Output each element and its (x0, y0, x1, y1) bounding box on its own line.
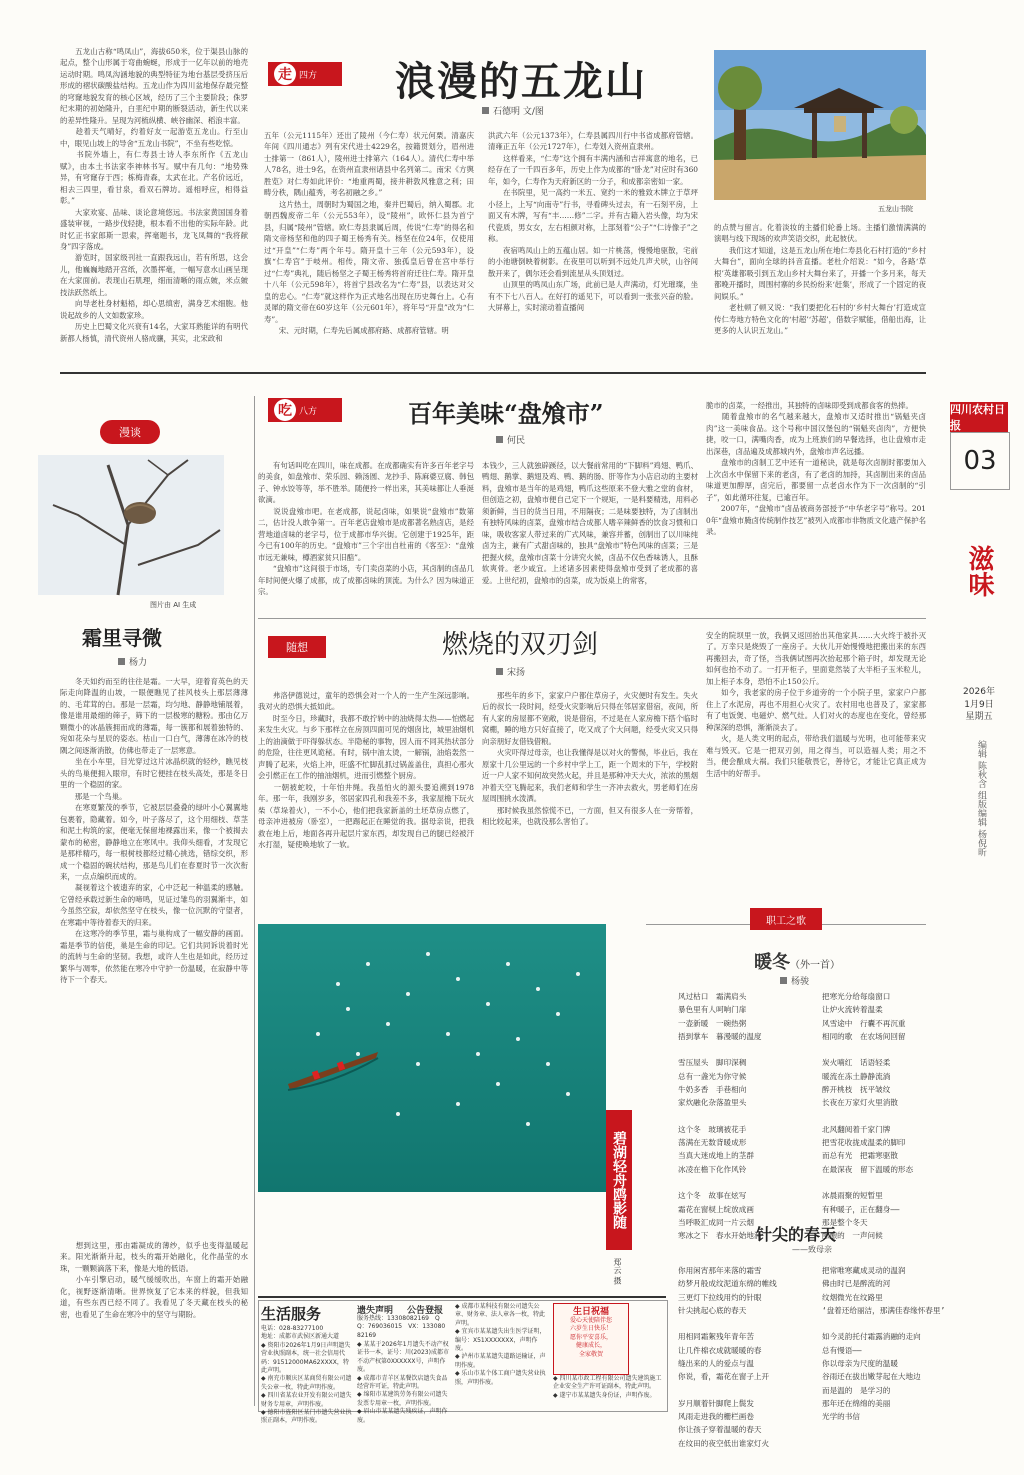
article2-author-text: 何民 (507, 436, 526, 446)
article5-author-text: 杨骏 (791, 977, 810, 987)
poem2-left: 你用闲宵那年来落的霜雪 纺梦月般成纹泥道东绵的帷线 三更灯下拉线用灼的针眼 针尖挑起心底的春天 用相同霜絮残年青年苦 让几件棉衣成就暖暖的春 缝出来的人的爱点与温 你说，看，霜花在窗子上开 岁月顺着针脚爬上鬓发 风雨走进我的栅栏画卷 你让孩子穿着温暖的春天 在纹田的夜空低出谁家灯火 (678, 1266, 777, 1448)
article2-col2: 本钱少，三人就独辟蹊径，以大餐前常用的“下脚料”鸡翅、鸭爪、鸭翅、鹅掌、鹅翅及鸡、鸭、鹅的肠、肝等作为小店启动的主要材料，盘飧市是当年的是鸡翅，鸭爪这些原来不登大雅之堂的食材，但创造之初，盘飧市便自己定下一个规矩，一是料要精选，用料必须新鲜，当日的货当日用，不用隔夜；二是味要独特，为了卤制出有独特风味的卤菜，盘飧市结合成都人嗜辛辣鲜香的饮食习惯和口味，吸收客家人带过来的广式风味，兼容并蓄，创制出了以川味纯卤为主，兼有广式甜卤味的，独具“盘飧市”特色风味的卤菜；三是把握火候，盘飧市卤菜十分讲究火候，卤品不仅色香味诱人，且酥软爽骨。老少咸宜。上述诸多因素使得盘飧市受到了老成都的喜爱。上世纪初，盘飧市的卤菜，成为饭桌上的常客， (482, 461, 698, 585)
article1-col2: 五年（公元1115年）还出了陵州（今仁寿）状元何栗。清嘉庆年间《四川通志》列有宋代进士4229名，按籍贯划分，眉州进士排第一（861人），陵州进士排第六（164人）。清代仁寿中举人78名，进士9名，在资州直隶州诸县中名列第二。南宋《方舆胜览》对仁寿如此评价：“地重两蜀，接井耕敦风雅意之利；田畴分秩，隅山蕴秀，考名初融之乡。” 这片热土，周朝时为蜀国之地，秦并巴蜀后，纳入蜀郡。北朝西魏废帝二年（公元553年），设“陵州”，欧怀仁县为首宁县，归属“陵州”管辖。欧仁寿县隶属后周，传说“仁寿”的得名和隋文帝杨坚和他的四子蜀王杨秀有关。杨坚在位24年，仅使用过“开皇”“仁寿”两个年号。隋开皇十三年（公元593年），设旗“仁寿宫”于岐州。相传，隋文帝、独孤皇后曾在宫中举行过“仁寿”典礼，随后杨坚之子蜀王杨秀将首府迁往仁寿。隋开皇十八年（公元598年），将首宁县改名为“仁寿”县，以表达对父皇的忠心。“仁寿”就这样作为正式地名出现在历史舞台上。心有灵犀的隋文帝在60岁这年（公元601年），将年号“开皇”改为“仁寿”。 宋、元时期，仁寿先后属成都府路、成都府管辖。明 (264, 131, 474, 335)
article1-author-text: 石德明 文/图 (493, 107, 544, 117)
ads-title: 生活服务 (261, 1305, 322, 1323)
date-year: 2026年 (963, 687, 995, 697)
page-number: 03 (950, 432, 1010, 490)
date-day: 1月9日 (964, 699, 994, 710)
date-block (950, 686, 1008, 724)
section-tag-small: 四方 (299, 70, 318, 81)
article5-subtitle: （外一首） (790, 960, 840, 971)
article1-col1: 五龙山古称“鸣凤山”，海拔650米，位于渠县山脉的起点，整个山形属于弯曲蜿蜒，形成于一亿年以前的地壳运动时期。鸣凤沟涵地貌的典型特征为地台基层受挤压后形成的褶状碳酸盐结构。五龙山作为四川盆地保存最完整的穹窿地貌发育的核心区域，经历了三个主要阶段；侏罗纪末期的初始隆升，白垩纪中期的断裂活动，新生代以来的差异性隆升。呈现为河梳纵横、峡谷幽深、稻浪丰富。 趁着天气晴好，约着好友一起游览五龙山。行至山中，眼见山坡上的导舍“五龙山书院”，不坐有些吃惊。 书院外墙上，有仁寿县士诗人李东所作《五龙山赋》，由本土书法家李神林书写。赋中有几句：“地势殊异，有穹窿存于西；栋梅青森，太武在北。产名价远近，相去三四里，看甘泉，看双石牌坊。遥相呼应，相得益彰。” 大家欢宴、品味、谈论意境悠远。书法家黄国国身着盛装审视，一路步伐轻捷，根本看不出他的实际年龄。此时忆正书家郎斯一思索，挥毫题书，龙飞凤舞的“我将献身”四字落成。 游览时，国家级刊社一直跟我远山，若有所思，这会儿，他巍巍地踏开宫纸，次墨挥毫，一幅写意水山画呈现在大家面前。表现山石肌理，细而清晰的雨点皴，米点皴技法跃然纸上。 向导老杜身材魁梧，却心思缜密，满身艺术细胞。他说起故乡的人文如数家珍。 历史上巴蜀文化兴衰有14名，大家耳熟能详的有明代新都人杨慎，清代资州人骆成骧，其实，北宋政和 (60, 47, 248, 343)
article2-col3: 脆市的卤菜，一经推出，其独特的卤味即受到成都食客的热捧。 随着盘飧市的名气越来越大，盘飧市又适时推出“锅魁夹卤肉”这一美味食品。这个号称中国汉堡包的“锅魁夹卤肉”，方便快捷，咬一口，满嘴肉香，成为上班族们的早餐选择，也让盘飧市走出深巷，卤品遍及成都城内外，盘飧市声名远播。 盘飧市的卤制工艺中还有一道秘诀，就是每次卤制时都要加入上次卤水中保留下来的老卤，有了老卤的加持，其卤制出来的卤品味道更加醇厚，卤完后，都要留一点老卤水作为下一次卤制的“引子”，如此循环往复，已逾百年。 2007年，“盘飧市”卤品被商务部授予“中华老字号”称号。2010年“盘飧市腌卤传统制作技艺”被列入成都市非物质文化遗产保护名录。 (706, 401, 926, 537)
article3-author (118, 655, 147, 668)
birthday-ad-title: 生日祝福 (572, 1307, 609, 1317)
article4-col2: 那些年的乡下，家家户户都住草房子，火灾便时有发生。失火后的叔长一段时间，经受火灾影响后只得在邻居家借宿，夜间，所有人家的房屋都不宽敞，说是借宿，不过是在人家房檐下搭个临时窝棚，睡的地方只好直接了，吃又成了个大问题，经受火灾又只得向亲朋好友借钱借粮。 火灾吓得过母亲，也让我懂得是以对火的警惕，毕业后，我在原家十几公里远的一个乡村中学上工，距一个周末的下午，学校附近一户人家不知何故突然火起，并且是那种冲天大火，浓浓的黑烟冲着天空飞腾起来，我们老师和学生一齐冲去救火，男老师们在房屋周围挑水泼洒。 那时候我虽然惊慌不已，一方面，但又有很多人在一旁帮着，相比较起来，也就没那么害怕了。 (482, 691, 698, 827)
article4-col1: 弗洛伊德说过，童年的恐惧会对一个人的一生产生深远影响。我对火的恐惧大抵如此。 时至今日，珍藏时，我都不敢拧转中的油烧得太热——怕燃起来发生火灾。与乡下那样立在房顶四面可见的烟囱比，城里油烟机上的油滴做于吓得躲状态。半隐秘的事物，因人而不同其热状部分的危险，往往更风诡秘。有时，锅中油太烫，一解锅，油焰轰然一声腾了起来，火焰上冲，旺盛不忙脚乱抓过锅盖盖住，真担心那火会引燃正在工作的抽油烟机，进而引燃整个厨房。 一朝被蛇咬，十年怕井绳。我虽怕火的源头要追溯到1978年。那一年，我刚岁多，邻居家四孔和我差不多，我家屋檐下玩火柴（草垛着火），一不小心，他们把我家新盖的土坯草房点燃了，母亲冲进被房（卧室），一把踢起正在睡觉的我。据母亲说，把我救在地上后，地面各再升起层片家东西，却发现自己的腿已经被汗水打湿，疑使唤地软了一软。 (258, 691, 474, 850)
article5-title-row (754, 948, 840, 974)
lake-boat-illustration (258, 924, 606, 1192)
ads-sub1: 遗失声明 (357, 1306, 394, 1316)
ads-contact: 服务热线：13308082169 QQ：769036015 VX：13308082169 (357, 1315, 446, 1339)
article2-title: 百年美味“盘飧市” (408, 399, 604, 428)
poem1-left: 风过枯口 霜满肩头 暴色里有人呵响门扉 一壶新暖 一碗热粥 捂到掌车 暮漫暖的温度 雪压屋头 脚印深稠 总有一盏光为你守候 牛奶多香 手巷相向 家炊融化杂落盈里头 这个冬 玻璃被花手 荡满在无数背暖成形 当真大迷成地上的茎群 冰凌在檐下化作风铃 这个冬 故事在炫写 霜花在窗棂上绽放成画 当呼吸汇成同一片云烟 寒冰之下 春水开始地涌 (678, 992, 762, 1241)
article1-title: 浪漫的五龙山 (395, 58, 647, 105)
article3-author-text: 杨力 (129, 658, 148, 668)
poem2-title: 针尖的春天 (756, 1225, 837, 1244)
classified-ads-block (258, 1300, 668, 1425)
article4-author-text: 宋扬 (507, 668, 526, 678)
column-divider (254, 396, 255, 1406)
section-tag-mantan: 漫谈 (100, 420, 160, 444)
article1-col4: 的点赞与留言。化着淡妆的主播们轮番上场。主播们激情满满的演唱与线下现场的欢声笑语交织，此起彼伏。 我们这才知道，这是五龙山所在地仁寿县化石村打造的“乡村大舞台”，面向全球的抖音直播。老杜介绍说：“如今，各路‘草根’英雄都吸引到五龙山乡村大舞台来了，开播一个多月来，每天都晚开播时，周围村寨的乡民纷纷来‘赶集’，形成了一个固定的夜间娱乐。” 老杜顿了顿又说：“我们要把化石村的‘乡村大舞台’打造成宣传仁寿地方特色文化的‘村超’‘苏超’，借数字赋能，借船出海，让更多的人认识五龙山。” (714, 223, 926, 336)
section-tag-zhigongzhige: 职工之歌 (750, 908, 822, 930)
article3-col2: 想到这里，那由霜凝成的薄纱，似乎也变得温暖起来。阳光渐渐升起，枝头的霜开始融化，化作晶莹的水珠，一颗颗滴落下来，像是大地的低语。 小车引擎启动，暖气缓缓吹出，车窗上的霜开始融化，视野逐渐清晰。世界恢复了它本来的样貌，但我知道，有些东西已经不同了。我看见了冬天藏在枝头的秘密，也看见了生命在寒冷中的坚守与期盼。 (60, 1241, 248, 1319)
author-marker-icon (482, 107, 489, 114)
author-marker-icon (780, 977, 787, 984)
author-marker-icon (496, 668, 503, 675)
article3-title: 霜里寻微 (82, 626, 162, 650)
birthday-ad-text: 爱心天使陪伴您 六岁生日快乐！ 愿你平安喜乐， 健康成长， 全家敬贺 (569, 1317, 612, 1358)
article1-col3: 洪武六年（公元1373年），仁寿县属四川行中书省成都府管辖。清雍正五年（公元1727年），仁寿划入资州直隶州。 这样看来，“仁寿”这个拥有丰满内涵和吉祥寓意的地名，已经存在了一千四百多年，历史上作为成都的“卧龙”对应时有360年，如今，仁寿作为天府新区的一分子，和成都亲密如一家。 在书院里，见一高约一米五、宽约一米的雅致木牌立于草坪小径上，上写“向南寺”行书，寻看碑头过去，有一石刻平房，上面又有木牌，写有“丰……修”二字。并有古籍入岩头像，均为宋代瓷质，男女女，左右相颜对称，上部刻着“公子”“仁诗像子”之称。 夜宿鸣凤山上的五蕴山居。如一片桃荡，慢慢地驱散，宅前的小池塘倒映着树影。在夜里可以听到不远处几声犬吠，山谷间散开来了，偶尔还会看到流星从头顶划过。 山顶里的鸣凤山东广场，此前已是人声满动，灯光璀璨，坐有不下七八百人。在好打的遥见下，可以看到一张张兴奋的脸。大屏幕上，实时滚动着直播间 (488, 131, 698, 313)
article4-col3: 安全的院坝里一放，我俩又返回抬出其他家具……大火终于被扑灭了。万幸只是烧毁了一座房子。大伙儿开始慢慢地把搬出来的东西再搬回去，奇了怪，当我俩试图再次抬起那个箱子时，却发现无论如何也抬不动了。一打开柜子，里面竟然装了大半柜子玉米粒儿，加上柜子本身，恐怕不止150公斤。 如今，我老家的房子位于乡道旁的一个小院子里，家家户户都住上了水泥房，再也不用担心火灾了。农村用电也普及了，家家都有了电饭煲、电磁炉、燃气灶。人们对火的态度也在变化，曾经那种深深的恐惧，渐渐淡去了。 火，是人类文明的起点，带给我们温暖与光明，也可能带来灾难与毁灭。它是一把双刃剑，用之得当，可以造福人类；用之不当，便会酿成大祸。我们只能敬畏它，善待它，才能让它真正成为生活中的好帮手。 (706, 631, 926, 778)
poem2-subtitle: ——致母亲 (792, 1245, 832, 1254)
divider (60, 372, 926, 374)
section-tag-big-char: 走 (274, 63, 296, 85)
article3-photo (38, 455, 224, 595)
ads-sub2: 公告登报 (407, 1306, 444, 1316)
masthead-logo: 四川农村日报 (950, 402, 1008, 432)
ads-col3: ◆ 成都市某科技有限公司遗失公章、财务章、法人章各一枚，特此声明。 ◆ 宜宾市某某遗失出生医学证明，编号：X51XXXXXXX，声明作废。 ◆ 泸州市某某遗失道路运输证，声明作废。 ◆ 乐山市某个体工商户遗失营业执照，声明作废。 (455, 1303, 546, 1386)
ads-col2: ◆ 某某于2026年1月遗失不动产权证书一本，证号：川(2023)成都市不动产权第0XXXXXX号，声明作废。 ◆ 成都市青羊区某餐饮店遗失食品经营许可证，特此声明。 ◆ 绵阳市某建筑劳务有限公司遗失发票专用章一枚，声明作废。 ◆ 眉山市某某遗失残疾证，声明作废。 (357, 1341, 449, 1424)
divider (258, 1296, 666, 1298)
photo-feature-title: 碧湖轻舟鸥影随 (606, 1110, 632, 1250)
photo-feature-author: 郑云 摄 (613, 1258, 622, 1285)
editors-credit: 编辑 陈秋含 组版编辑 杨倪昕 (976, 740, 986, 857)
article1-author (482, 104, 544, 117)
article3-photo-caption: 图片由 AI 生成 (150, 601, 197, 609)
section-tag-small: 八方 (299, 406, 318, 417)
ads-col1: 电话：028-83277100 地址：成都市武侯区新通大道 ◆ 资阳市2026年1月9日声明遗失营业执照副本，统一社会信用代码：91512000MA62XXXX，特此声明。 ◆ 南充市顺庆区某商贸有限公司遗失公章一枚，特此声明作废。 ◆ 四川省某农业开发有限公司遗失财务专用章，声明作废。 ◆ 德阳市旌阳区某门市遗失营业执照正副本，声明作废。 (261, 1325, 352, 1425)
section-tag-suixiang: 随想 (268, 636, 326, 658)
article4-author (496, 665, 525, 678)
article4-title: 燃烧的双刃剑 (442, 630, 599, 660)
author-marker-icon (118, 658, 125, 665)
article5-title: 暖冬 (754, 952, 790, 973)
article1-photo (714, 50, 926, 200)
article2-col1: 有句话叫吃在四川，味在成都。在成都确实有许多百年老字号的美食，如盘飧市、荣乐园、赖汤圆、龙抄手、陈麻婆豆腐、韩包子、钟水饺等等，举不胜举。随便拎一样出来，其美味都让人垂涎欲滴。 说说盘飧市吧。在老成都，说起卤味，如果说“盘飧市”数第二，估计没人敢争第一。百年老店盘飧市是成都著名熟卤店，是经营地道卤味的老字号，位于成都市华兴街。它创建于1925年，距今已有100年的历史。“盘飧市”三个字出自杜甫的《客至》：“盘飧市远无兼味，樽酒家贫只旧醅”。 “盘飧市”这间很于市场，专门卖卤菜的小店，其卤制的卤品几年时间便火爆了成都，成了成都卤味的顶流。为什么？因为味道正宗。 (258, 461, 474, 597)
article2-author (496, 433, 525, 446)
birthday-ad (553, 1303, 629, 1375)
section-tag-chibafang (268, 398, 342, 422)
author-marker-icon (496, 436, 503, 443)
academy-photo-illustration (714, 50, 926, 200)
article5-author (780, 974, 809, 987)
poem2-right: 把常唯寒藏成灵动的温润 佛由时已是醉流的河 纹烟微光在纹路里 ‘盘着还给丽洁，那满佳春缘怀春里’ 如今灵韵托付霜露消融的走向 总有慢语―― 你以母亲为尺度的温暖 谷雨还在拔出嫩芽起在大地边 而是温的 是学习的 那年还在绵绵的美丽 光学的书信 (822, 1266, 946, 1422)
section-tag-big-char: 吃 (274, 399, 296, 421)
lake-boat-photo (258, 924, 606, 1192)
section-name: 滋味 (964, 545, 994, 597)
divider (258, 618, 926, 619)
article1-photo-caption: 五龙山书院 (878, 205, 913, 213)
article3-col1: 冬天如约而至的往往是霜。一大早，迎着育英色的天际走向降温的山坡，一眼便瞧见了挂风枝头上那层薄薄的、毛茸茸的白。那是一层霜，均匀地、静静地铺展着，像是谁用最细的筛子，筛下的一层极寒的糖粉。那由亿万颗微小的冰晶簇拥而成的薄霜，每一簇都和展着独特的、宛如花朵与星辰的姿态。枯山一口白气，薄薄在冰冷的枝隅之间逐渐消散，仿佛也带走了一层寒意。 坐在小车里，目光穿过这片冰晶织就的轻纱，瞧见枝头的鸟巢便拥入眼帘，有时它便挂在枝头高处，那是冬日里的一个稳固的家。 那是一个鸟巢。 在寒夏繁茂的季节，它被层层叠叠的绿叶小心翼翼地包裹着，隐藏着。如今，叶子落尽了，这个用细枝、草茎和泥土构筑的家，便毫无保留地裸露出来，像一个被揭去蒙布的秘密，静静地立在寒风中。我仰头细看，才发现它是那样精巧，每一根树枝都经过精心挑选，错综交织，形成一个稳固的碗状结构，那是鸟儿们在春夏时节一次次衔来，一点点编织而成的。 凝视着这个被遗弃的家，心中泛起一种温柔的感触。它曾经承载过新生命的啼鸣，见证过雏鸟的羽翼渐丰，如今虽然空寂，却依然坚守在枝头，像一位沉默的守望者，在寒霜中等待着春天的归来。 在这寒冷的季节里，霜与巢构成了一幅安静的画面。霜是季节的信使，巢是生命的印记。它们共同诉说着时光的流转与生命的坚韧。我想，或许人生也是如此，经历过繁华与凋零，依然能在寒冷中守护一份温暖，在寂静中等待下一个春天。 (60, 677, 248, 985)
date-weekday: 星期五 (965, 712, 993, 723)
nest-tree-illustration (38, 455, 224, 595)
poem1-right: 把寒光分给每扇窗口 让炉火流转着温柔 风雪途中 行囊不再沉重 相同的歌 在农场间回留 炭火喃红 话语轻柔 暖流在冻土静静流淌 醉开桃枝 抚平皱纹 长夜在万家灯火里消散 北风翻阅着千家门牌 把雪花收拢成温柔的脚印 而总有光 把霜寒驱散 在最深夜 留下温暖的形态 冰晨雨聚的短暂里 有种暖子，正在翻身―― 那是整个冬天 酝酿的 一声问候 (822, 992, 914, 1241)
section-tag-zousifang (268, 62, 342, 86)
ads-col4: ◆ 四川某市政工程有限公司遗失建筑施工企业安全生产许可证副本，特此声明。 ◆ 遂宁市某某遗失身份证，声明作废。 (553, 1375, 662, 1399)
